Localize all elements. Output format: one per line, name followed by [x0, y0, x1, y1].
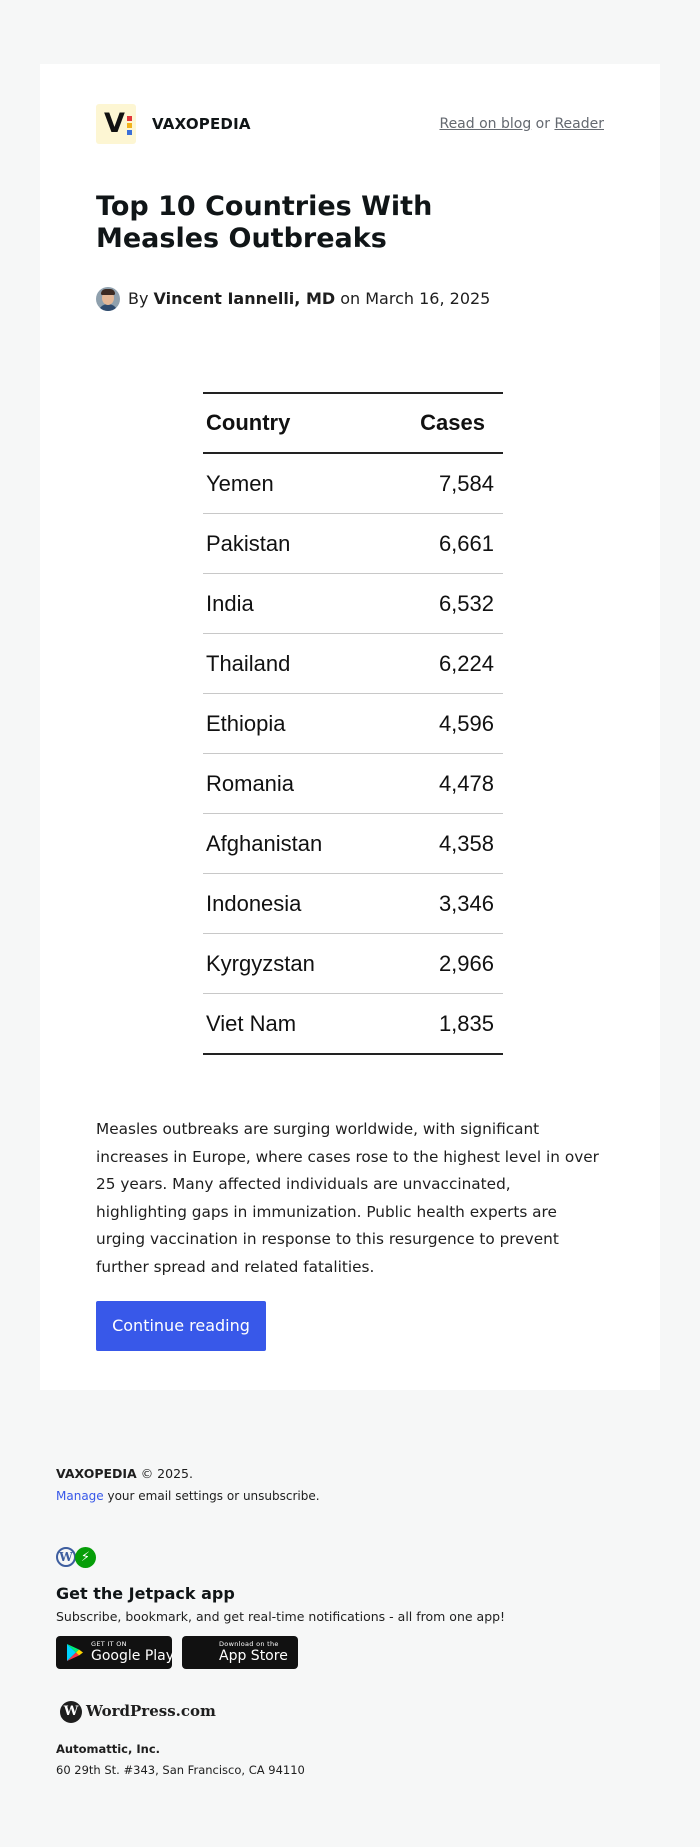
- measles-table: [203, 392, 503, 1055]
- country-cell: Kyrgyzstan: [203, 934, 377, 994]
- table-row: [203, 874, 503, 934]
- google-play-button[interactable]: [56, 1636, 175, 1669]
- logo-bar-yellow: [127, 123, 132, 128]
- wordpress-logo-icon: W: [60, 1701, 82, 1723]
- reader-link[interactable]: Reader: [554, 116, 604, 132]
- measles-table-image[interactable]: [203, 392, 503, 1055]
- avatar-shirt: [98, 304, 118, 311]
- table-row: [203, 574, 503, 634]
- footer-manage: [56, 1489, 320, 1503]
- header-country: Country: [203, 393, 377, 453]
- post-excerpt: Measles outbreaks are surging worldwide, with significant increases in Europe, where cases rose to the highest level in over 25 years. Many affected individuals are unvaccinated, highlighting gaps in immunization. Public health experts are urging vaccination in response to this resurgence to prevent further spread and related fatalities.: [96, 1120, 599, 1276]
- manage-rest: your email settings or unsubscribe.: [103, 1489, 320, 1503]
- wordpress-icon: W: [56, 1547, 76, 1567]
- google-play-label: Google Play: [91, 1648, 175, 1664]
- cases-cell: 2,966: [377, 934, 503, 994]
- table-header-row: [203, 393, 503, 453]
- read-links-or: or: [531, 116, 555, 132]
- cases-cell: 1,835: [377, 994, 503, 1055]
- cases-cell: 3,346: [377, 874, 503, 934]
- app-icons: [56, 1547, 100, 1571]
- byline-on: on: [335, 289, 366, 308]
- google-play-small-text: GET IT ON: [91, 1640, 127, 1648]
- site-logo[interactable]: [96, 104, 136, 144]
- country-cell: Afghanistan: [203, 814, 377, 874]
- read-on-blog-link[interactable]: Read on blog: [439, 116, 532, 132]
- cases-cell: 6,661: [377, 514, 503, 574]
- table-row: [203, 453, 503, 514]
- table-row: [203, 694, 503, 754]
- byline-text: [128, 289, 490, 308]
- jetpack-title: Get the Jetpack app: [56, 1584, 235, 1603]
- footer-copyright-year: © 2025.: [136, 1466, 193, 1481]
- footer-copyright: [56, 1466, 193, 1481]
- company-name: Automattic, Inc.: [56, 1742, 161, 1756]
- site-logo-letter: V: [104, 108, 125, 139]
- cases-cell: 7,584: [377, 453, 503, 514]
- avatar-hair: [101, 289, 115, 295]
- cases-cell: 4,478: [377, 754, 503, 814]
- post-title[interactable]: Top 10 Countries With Measles Outbreaks: [96, 191, 433, 254]
- author-name: Vincent Iannelli, MD: [153, 289, 336, 308]
- country-cell: Thailand: [203, 634, 377, 694]
- cases-cell: 4,596: [377, 694, 503, 754]
- table-row: [203, 634, 503, 694]
- logo-bar-red: [127, 116, 132, 121]
- post-date: March 16, 2025: [365, 289, 491, 308]
- jetpack-bolt-icon: ⚡: [75, 1547, 96, 1568]
- continue-reading-button[interactable]: Continue reading: [96, 1301, 266, 1351]
- cases-cell: 6,532: [377, 574, 503, 634]
- table-row: [203, 934, 503, 994]
- app-store-button[interactable]: [182, 1636, 298, 1669]
- author-avatar: [96, 287, 120, 311]
- read-links: [439, 116, 604, 132]
- app-store-label: App Store: [219, 1648, 288, 1664]
- header-cases: Cases: [377, 393, 503, 453]
- manage-link[interactable]: Manage: [56, 1489, 104, 1503]
- google-play-triangle-icon: [66, 1643, 84, 1662]
- byline-prefix: By: [128, 289, 154, 308]
- cases-cell: 4,358: [377, 814, 503, 874]
- wordpress-wordmark: WordPress.com: [86, 1702, 216, 1720]
- country-cell: Viet Nam: [203, 994, 377, 1055]
- site-name[interactable]: VAXOPEDIA: [152, 115, 251, 133]
- country-cell: Indonesia: [203, 874, 377, 934]
- table-row: [203, 814, 503, 874]
- email-header: [96, 104, 604, 146]
- country-cell: India: [203, 574, 377, 634]
- cases-cell: 6,224: [377, 634, 503, 694]
- country-cell: Pakistan: [203, 514, 377, 574]
- logo-bar-blue: [127, 130, 132, 135]
- company-address: 60 29th St. #343, San Francisco, CA 94110: [56, 1763, 305, 1777]
- country-cell: Romania: [203, 754, 377, 814]
- country-cell: Ethiopia: [203, 694, 377, 754]
- table-row: [203, 994, 503, 1055]
- country-cell: Yemen: [203, 453, 377, 514]
- table-row: [203, 754, 503, 814]
- table-row: [203, 514, 503, 574]
- footer-site-name: VAXOPEDIA: [56, 1466, 137, 1481]
- jetpack-subtitle: Subscribe, bookmark, and get real-time notifications - all from one app!: [56, 1609, 506, 1624]
- app-store-small-text: Download on the: [219, 1640, 279, 1648]
- email-card: [40, 64, 660, 1390]
